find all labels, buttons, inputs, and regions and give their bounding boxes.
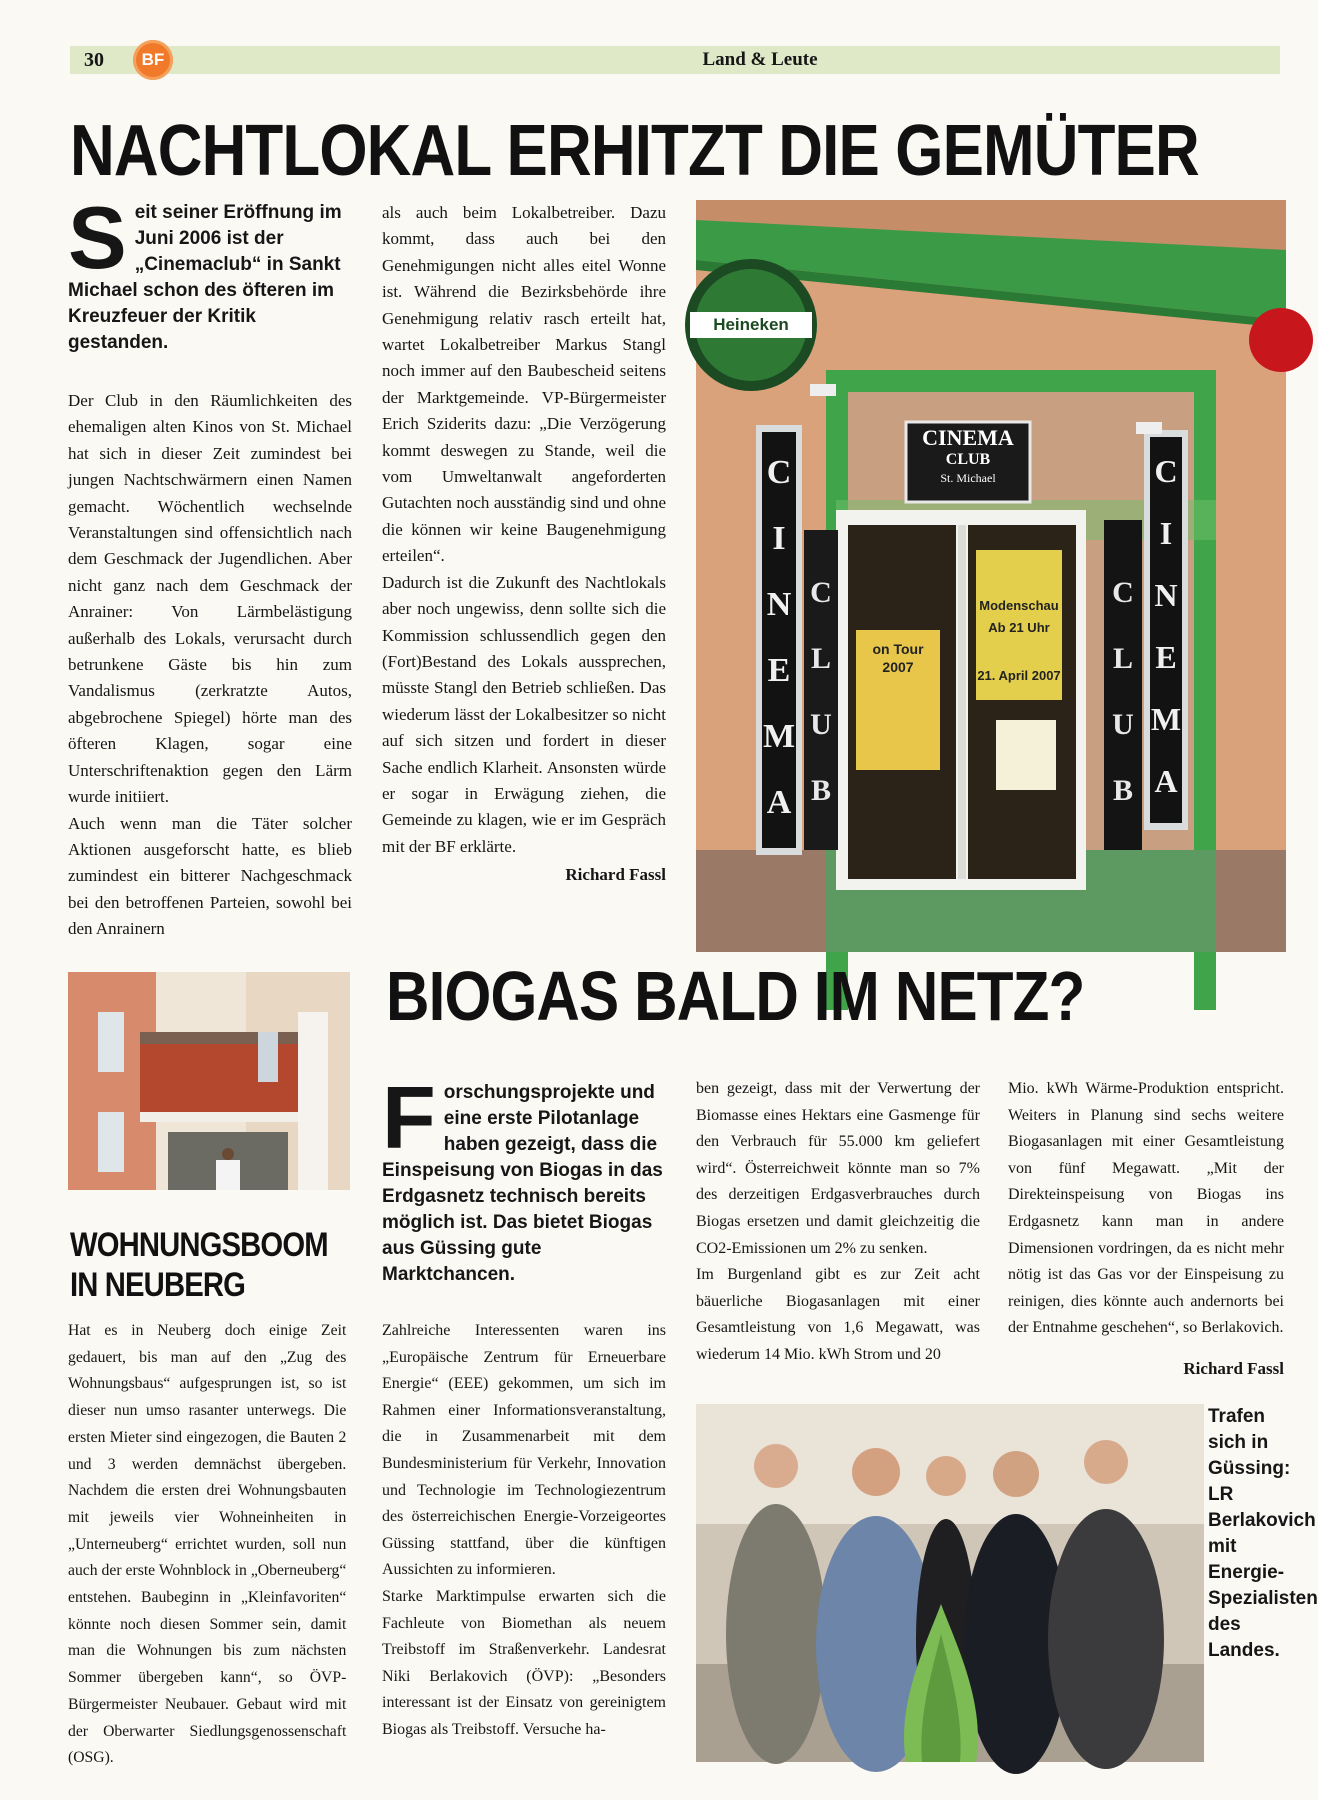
paragraph: als auch beim Lokalbetreiber. Dazu kommt, dass auch bei den Genehmigungen nicht alles eitel Wonne ist. Während die Bezirksbehörde ihre Genehmigung relativ rasch erteilt hat, wartet Lokalbetreiber Markus Stangl noch immer auf den Baubescheid seitens der Marktgemeinde. VP-Bürgermeister Erich Sziderits dazu: „Die Verzögerung kommt deswegen zu Stande, weil die vom Umweltanwalt angeforderten Gutachten noch ausständig sind und ohne die können wir keine Baugenehmigung erteilen“. — [382, 203, 666, 566]
author-byline: Richard Fassl — [1183, 1358, 1284, 1378]
article3-column-3 — [1008, 1076, 1284, 1383]
article1-column-1 — [68, 388, 352, 943]
paragraph: Starke Marktimpulse erwarten sich die Fachleute von Biomethan als neuem Treibstoff im Straßenverkehr. Landesrat Niki Berlakovich (ÖVP): „Besonders interessant ist der Einsatz von gereinigtem Biogas als Treibstoff. Versuche ha- — [382, 1587, 666, 1738]
article1-column-2 — [382, 200, 666, 889]
lead-nachtlokal — [68, 188, 352, 356]
dropcap-f: F — [382, 1068, 436, 1167]
dropcap-s: S — [68, 188, 127, 287]
paragraph: Der Club in den Räumlichkeiten des ehemaligen alten Kinos von St. Michael hat sich in dieser Zeit zumindest bei jungen Nachtschwärmern einen Namen gemacht. Wöchentlich wechselnde Veranstaltungen sind offensichtlich nach dem Geschmack der Jugendlichen. Aber nicht ganz nach dem Geschmack der Anrainer: Von Lärmbelästigung außerhalb des Lokals, verursacht durch betrunkene Gäste bis hin zum Vandalismus (zerkratzte Autos, abgebrochene Spiegel) hörte man des öfteren Klagen, sogar eine Unterschriftenaktion gegen den Lärm wurde initiiert. — [68, 391, 352, 807]
sign-text-club: CLUB — [945, 451, 991, 468]
author-byline: Richard Fassl — [565, 865, 666, 885]
sign-text-location: St. Michael — [940, 471, 996, 485]
article2-body — [68, 1318, 346, 1772]
article3-column-2 — [696, 1076, 980, 1369]
section-title: Land & Leute — [702, 49, 818, 70]
article3-column-1 — [382, 1318, 666, 1744]
guessing-group-photo — [696, 1404, 1204, 1762]
bf-logo: BF — [133, 40, 173, 80]
vertical-cinema-right: CINEMA — [1150, 453, 1182, 799]
lead-biogas — [382, 1068, 666, 1288]
group-photo-caption: Trafen sich in Güssing: LR Berlakovich mit Energie-Spezialisten des Landes. — [1208, 1406, 1318, 1661]
neuberg-building-photo — [68, 972, 350, 1190]
paragraph: Mio. kWh Wärme-Produktion entspricht. Weiters in Planung sind sechs weitere Biogasanlagen mit einer Gesamtleistung von fünf Megawatt. „Mit der Direkteinspeisung von Biogas ins Erdgasnetz kann man in andere Dimensionen vordringen, da es nicht mehr nötig ist das Gas vor der Einspeisung zu reinigen, dies könnte auch andernorts bei der Entnahme geschehen“, so Berlakovich. — [1008, 1080, 1284, 1337]
headline-nachtlokal: NACHTLOKAL ERHITZT DIE GEMÜTER — [70, 111, 1199, 191]
vertical-club-right: CLUB — [1112, 576, 1134, 807]
headline-wohnungsboom: WOHNUNGSBOOM IN NEUBERG — [70, 1226, 328, 1304]
vertical-cinema-left: CINEMA — [762, 454, 796, 821]
paragraph: Zahlreiche Interessenten waren ins „Europäische Zentrum für Erneuerbare Energie“ (EEE) gekommen, um sich im Rahmen einer Informationsveranstaltung, die in Zusammenarbeit mit dem Bundesministerium für Verkehr, Innovation und Technologie im Technologiezentrum des österreichischen Energie-Vorzeigeortes Güssing stattfand, über die künftigen Aussichten zu informieren. — [382, 1322, 666, 1579]
paragraph: ben gezeigt, dass mit der Verwertung der Biomasse eines Hektars eine Gasmenge für den Verbrauch für 55.000 km geliefert wird“. Österreichweit könnte man so 7% des derzeitigen Erdgasverbrauches durch Biogas ersetzen und damit gleichzeitig die CO2-Emissionen um 2% zu senken. — [696, 1080, 980, 1257]
poster-modenschau: Modenschau Ab 21 Uhr 21. April 2007 — [977, 598, 1061, 683]
headline-biogas: BIOGAS BALD IM NETZ? — [386, 957, 1085, 1035]
cinema-club-photo — [696, 200, 1286, 952]
page-number: 30 — [84, 49, 104, 71]
sign-text-cinema: CINEMA — [922, 425, 1014, 450]
paragraph: Hat es in Neuberg doch einige Zeit gedauert, bis man auf den „Zug des Wohnungsbaus“ aufgesprungen ist, so ist dieser nun umso rasanter unterwegs. Die ersten Mieter sind eingezogen, die Bauten 2 und 3 werden demnächst übergeben. Nachdem die ersten drei Wohnungsbauten mit jeweils vier Wohneinheiten in „Unterneuberg“ errichtet wurden, soll nun auch der erste Wohnblock in „Oberneuberg“ entstehen. Baubeginn in „Kleinfavoriten“ könnte noch diesen Sommer sein, damit man die Wohnungen bis zum nächsten Sommer übergeben kann“, so ÖVP-Bürgermeister Neubauer. Gebaut wird mit der Oberwarter Siedlungsgenossenschaft (OSG). — [68, 1322, 347, 1767]
paragraph: Im Burgenland gibt es zur Zeit acht bäuerliche Biogasanlagen mit einer Gesamtleistung von 1,6 Megawatt, was wiederum 14 Mio. kWh Strom und 20 — [696, 1266, 980, 1363]
heineken-text: Heineken — [713, 315, 789, 334]
vertical-club-left: CLUB — [810, 576, 832, 807]
lead-text: orschungsprojekte und eine erste Pilotanlage haben gezeigt, dass die Einspeisung von Biogas in das Erdgasnetz technisch bereits möglich ist. Das bietet Biogas aus Güssing gute Marktchancen. — [382, 1082, 663, 1285]
paragraph: Dadurch ist die Zukunft des Nachtlokals aber noch ungewiss, denn sollte sich die Kommission schlussendlich gegen den (Fort)Bestand des Lokals aussprechen, müsste Stangl den Betrieb schließen. Das wiederum lässt der Lokalbesitzer so nicht auf sich sitzen und fordert in dieser Sache endlich Klarheit. Ansonsten würde er sogar in Erwägung ziehen, die Gemeinde zu klagen, wie er im Gespräch mit der BF erklärte. — [382, 572, 666, 856]
poster-on-tour: on Tour 2007 — [872, 641, 924, 675]
lead-text: eit seiner Eröffnung im Juni 2006 ist der „Cinemaclub“ in Sankt Michael schon des öfteren im Kreuzfeuer der Kritik gestanden. — [68, 202, 342, 353]
paragraph: Auch wenn man die Täter solcher Aktionen ausgeforscht hatte, es blieb zumindest ein bitterer Nachgeschmack bei den betroffenen Parteien, sowohl bei den Anrainern — [68, 813, 352, 939]
